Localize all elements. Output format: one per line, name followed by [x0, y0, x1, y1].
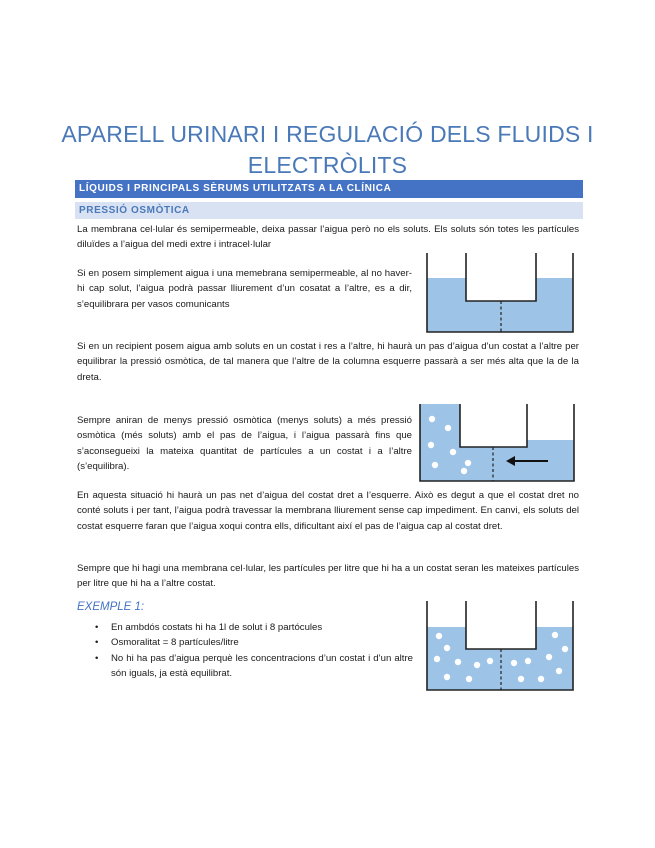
particle [466, 676, 472, 682]
tube-divider-block [466, 601, 536, 649]
particle [538, 676, 544, 682]
paragraph-particles-per-litre: Sempre que hi hagi una membrana cel·lular, les partícules per litre que hi ha a un costat seran les mateixes partícules per litre que hi ha a l’altre costat. [77, 563, 579, 590]
page-title: APARELL URINARI I REGULACIÓ DELS FLUIDS I ELECTRÒLITS [61, 121, 594, 178]
section-heading: LÍQUIDS I PRINCIPALS SÈRUMS UTILITZATS A LA CLÍNICA [75, 180, 583, 198]
paragraph-pressure-direction: Sempre aniran de menys pressió osmòtica (menys soluts) a més pressió osmòtica (més soluts) amb el pas de l’aigua, i l’aigua passarà fins que s’aconsegueixi la mateixa quantitat de partícules a un costat i a l’altre (s’equilibra). [77, 415, 412, 473]
particle [432, 462, 438, 468]
particle [429, 416, 435, 422]
bullet-icon: • [95, 637, 99, 649]
particle [436, 633, 442, 639]
paragraph-pure-water: Si en posem simplement aigua i una memebrana semipermeable, al no haver-hi cap solut, l’aigua podrà passar lliurement d’un cosatat a l’altre, es a dir, s’equilibrara per vasos comunicants [77, 268, 412, 310]
list-item: • Osmoralitat = 8 partícules/litre [95, 635, 413, 650]
particle [546, 654, 552, 660]
example-heading: EXEMPLE 1: [77, 601, 145, 613]
particle [518, 676, 524, 682]
particle [428, 442, 434, 448]
particle [434, 656, 440, 662]
paragraph-net-water-flow: En aquesta situació hi haurà un pas net d’aigua del costat dret a l’esquerre. Això es degut a que el costat dret no conté soluts i per tant, l’aigua podrà travessar la membrana lliurement sense cap impediment. En canvi, els soluts del costat esquerre faran que l’aigua xoqui contra ells, dificultant així el pas de l’aigua cap al costat dret. [77, 490, 579, 532]
u-tube-equilibrium-figure [425, 599, 575, 691]
particle [562, 646, 568, 652]
list-item: • En ambdós costats hi ha 1l de solut i 8 partócules [95, 620, 413, 635]
particle [461, 468, 467, 474]
particle [445, 425, 451, 431]
paragraph-solutes-one-side: Si en un recipient posem aigua amb soluts en un costat i res a l’altre, hi haurà un pas d’aigua d’un costat a l’altre per equilibrar la pressió osmòtica, de tal manera que l’altre de la columna esquerre passarà a ser més alta que la de la dreta. [77, 341, 579, 383]
subsection-heading: PRESSIÓ OSMÒTICA [75, 202, 583, 219]
particle [552, 632, 558, 638]
bullet-icon: • [95, 652, 99, 664]
particle [474, 662, 480, 668]
divider-outline [460, 404, 527, 447]
u-tube-osmosis-figure [418, 402, 576, 482]
example-bullet-list [95, 620, 413, 682]
particle [455, 659, 461, 665]
u-tube-pure-water-figure [425, 251, 575, 333]
particle [465, 460, 471, 466]
particle [450, 449, 456, 455]
particle [556, 668, 562, 674]
particle [487, 658, 493, 664]
particle [525, 658, 531, 664]
paragraph-membrane: La membrana cel·lular és semipermeable, deixa passar l’aigua però no els soluts. Els soluts són totes les partícules diluïdes a l’aigua del medi extre i intracel·lular [77, 224, 579, 251]
tube-divider-block [466, 253, 536, 301]
particle [511, 660, 517, 666]
particle [444, 645, 450, 651]
particle [444, 674, 450, 680]
list-item: • No hi ha pas d’aigua perquè les concentracions d’un costat i d’un altre són iguals, ja està equilibrat. [95, 652, 413, 680]
bullet-icon: • [95, 622, 99, 633]
